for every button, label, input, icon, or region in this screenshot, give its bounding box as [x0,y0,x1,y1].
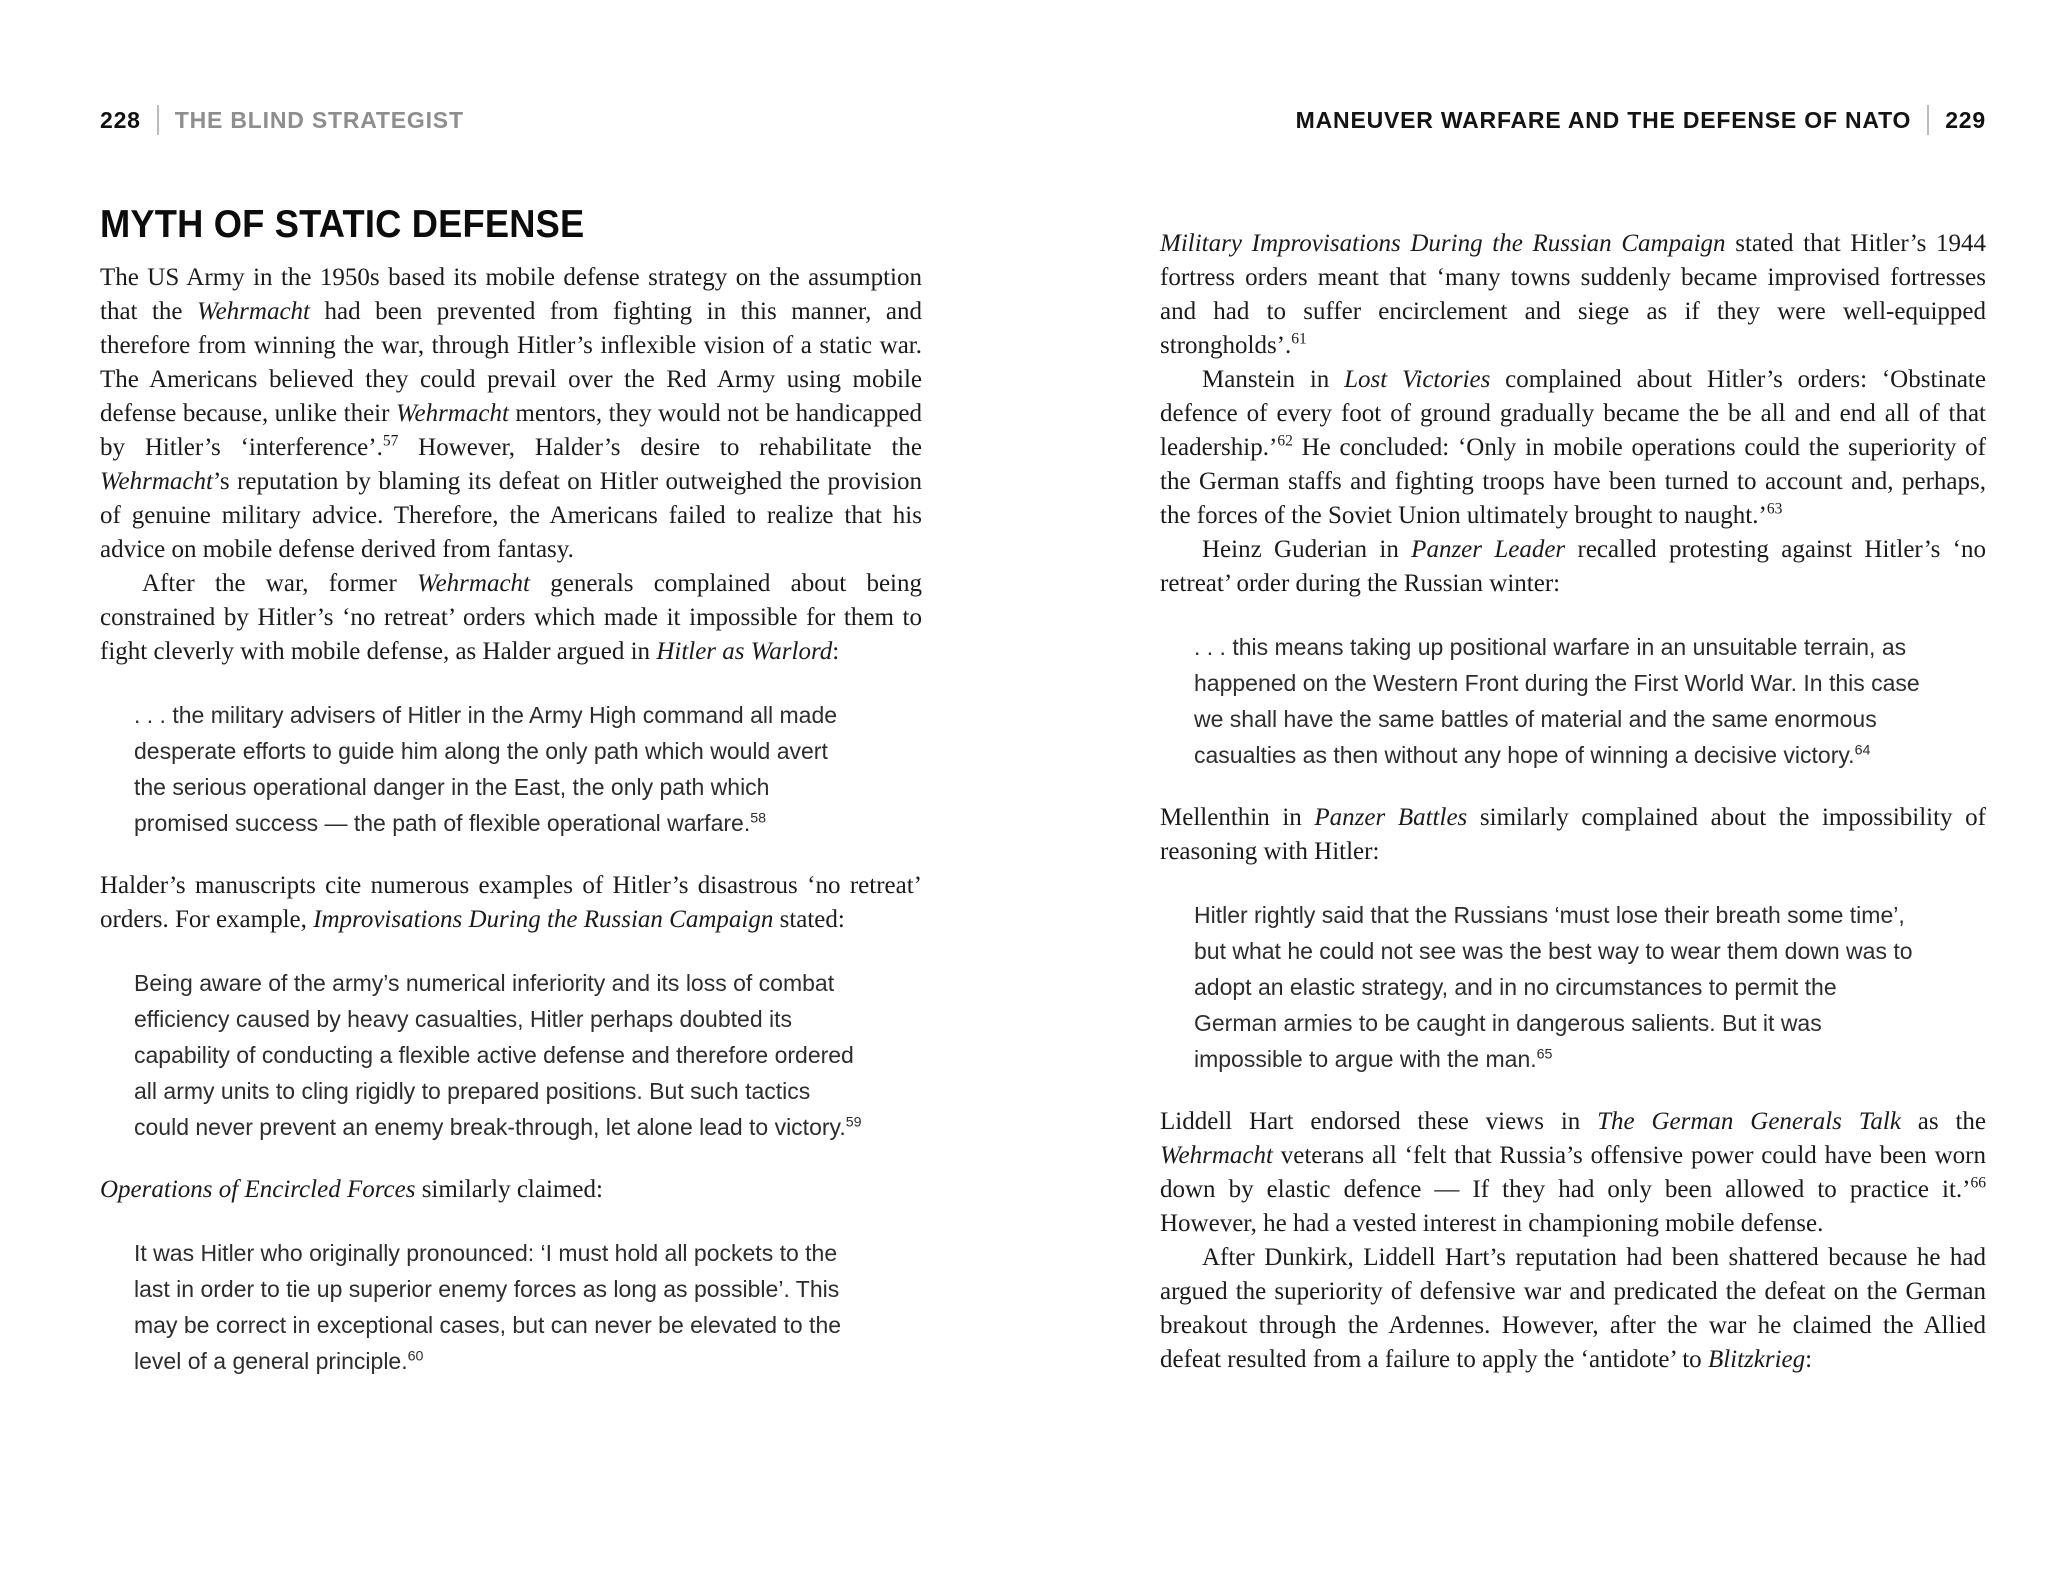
block-quote [1194,897,1926,1077]
text-run: Halder’s manuscripts cite numerous examples of Hitler’s disastrous ‘no retreat’ orders. For example, [100,872,922,933]
body-paragraph [100,567,922,669]
text-run: It was Hitler who originally pronounced: ‘I must hold all pockets to the last in order to tie up superior enemy forces as long as possible’. This may be correct in exceptional cases, but can never be elevated to the level of a general principle. [134,1240,842,1374]
footnote-reference: 59 [845,1114,862,1131]
text-run: veterans all ‘felt that Russia’s offensive power could have been worn down by elastic defence — If they had only been allowed to practice it.’ [1160,1142,1986,1203]
running-title-left: THE BLIND STRATEGIST [174,106,464,133]
block-quote [1194,629,1926,773]
italic-title: Improvisations During the Russian Campaign [313,906,774,933]
text-run: similarly complained about the impossibility of reasoning with Hitler: [1160,804,1986,865]
running-header-right [1160,105,1986,135]
footnote-reference: 61 [1291,330,1307,348]
text-run: stated that Hitler’s 1944 fortress orders meant that ‘many towns suddenly became improvised fortresses and had to suffer encirclement and siege as if they were well-equipped strongholds’. [1160,230,1986,359]
italic-title: Blitzkrieg [1707,1346,1806,1373]
italic-title: Hitler as Warlord [656,638,833,665]
right-page-body [1160,227,1986,1377]
italic-title: The German Generals Talk [1597,1108,1901,1135]
footnote-reference: 62 [1277,432,1293,450]
text-run: . . . the military advisers of Hitler in the Army High command all made desperate efforts to guide him along the only path which would avert the serious operational danger in the East, the only path which promised success — the path of flexible operational warfare. [134,702,838,836]
text-run: Being aware of the army’s numerical inferiority and its loss of combat efficiency caused by heavy casualties, Hitler perhaps doubted its capability of conducting a flexible active defense and therefore ordered all army units to cling rigidly to prepared positions. But such tactics could never prevent an enemy break-through, let alone lead to victory. [134,970,854,1140]
page-right [1160,105,1986,1377]
text-run: Heinz Guderian in [1202,536,1412,563]
body-paragraph [100,869,922,937]
footnote-reference: 60 [407,1348,424,1365]
italic-title: Wehrmacht [1160,1142,1273,1169]
text-run: . . . this means taking up positional warfare in an unsuitable terrain, as happened on the Western Front during the First World War. In this case we shall have the same battles of material and the same enormous casualties as then without any hope of winning a decisive victory. [1194,634,1920,768]
text-run: stated: [773,906,845,933]
text-run: After the war, former [142,570,418,597]
text-run: generals complained about being constrained by Hitler’s ‘no retreat’ orders which made it impossible for them to fight cleverly with mobile defense, as Halder argued in [100,570,923,665]
body-paragraph [1160,363,1986,533]
italic-title: Operations of Encircled Forces [100,1176,416,1203]
page-number-right: 229 [1945,106,1986,133]
running-header-left [100,105,922,135]
italic-title: Panzer Leader [1411,536,1566,563]
text-run: ’s reputation by blaming its defeat on Hitler outweighed the provision of genuine military advice. Therefore, the Americans failed to realize that his advice on mobile defense derived from fantasy. [100,468,922,563]
italic-title: Lost Victories [1344,366,1491,393]
text-run: similarly claimed: [415,1176,603,1203]
italic-title: Wehrmacht [417,570,530,597]
text-run: had been prevented from fighting in this manner, and therefore from winning the war, through Hitler’s inflexible vision of a static war. The Americans believed they could prevail over the Red Army using mobile defense because, unlike their [100,298,923,427]
body-paragraph [1160,1241,1986,1377]
body-paragraph [1160,801,1986,869]
text-run: recalled protesting against Hitler’s ‘no retreat’ order during the Russian winter: [1160,536,1986,597]
footnote-reference: 58 [750,810,767,827]
body-paragraph [100,1173,922,1207]
footnote-reference: 57 [382,432,399,450]
text-run: : [832,638,840,665]
block-quote [134,1235,862,1379]
italic-title: Wehrmacht [197,298,310,325]
italic-title: Panzer Battles [1314,804,1468,831]
header-divider-right [1927,105,1929,135]
text-run: complained about Hitler’s orders: ‘Obstinate defence of every foot of ground gradually became the be all and end all of that leadership.’ [1160,366,1986,461]
text-run: However, he had a vested interest in championing mobile defense. [1160,1210,1824,1237]
body-paragraph [1160,227,1986,363]
footnote-reference: 64 [1854,742,1871,759]
text-run: The US Army in the 1950s based its mobile defense strategy on the assumption that the [100,264,922,325]
footnote-reference: 63 [1766,500,1783,518]
footnote-reference: 66 [1970,1174,1986,1192]
text-run: He concluded: ‘Only in mobile operations could the superiority of the German staffs and fighting troops have been turned to account and, perhaps, the forces of the Soviet Union ultimately brought to naught.’ [1160,434,1986,529]
text-run: After Dunkirk, Liddell Hart’s reputation had been shattered because he had argued the superiority of defensive war and predicated the defeat on the German breakout through the Ardennes. However, after the war he claimed the Allied defeat resulted from a failure to apply the ‘antidote’ to [1160,1244,1986,1373]
left-page-body [100,261,922,1379]
block-quote [134,697,862,841]
body-paragraph [100,261,922,567]
text-run: However, Halder’s desire to rehabilitate the [398,434,922,461]
body-paragraph [1160,1105,1986,1241]
italic-title: Wehrmacht [100,468,213,495]
text-run: Mellenthin in [1160,804,1315,831]
text-run: Manstein in [1202,366,1345,393]
italic-title: Military Improvisations During the Russian Campaign [1160,230,1726,257]
page-number-left: 228 [100,106,141,133]
text-run: as the [1900,1108,1986,1135]
body-paragraph [1160,533,1986,601]
text-run: Liddell Hart endorsed these views in [1160,1108,1598,1135]
page-left [100,105,922,1407]
section-heading: MYTH OF STATIC DEFENSE [100,203,585,246]
text-run: : [1805,1346,1813,1373]
running-title-right: MANEUVER WARFARE AND THE DEFENSE OF NATO [1295,106,1912,133]
text-run: Hitler rightly said that the Russians ‘must lose their breath some time’, but what he could not see was the best way to wear them down was to adopt an elastic strategy, and in no circumstances to permit the German armies to be caught in dangerous salients. But it was impossible to argue with the man. [1194,902,1913,1072]
text-run: mentors, they would not be handicapped by Hitler’s ‘interference’. [100,400,922,461]
footnote-reference: 65 [1536,1046,1553,1063]
header-divider-left [157,105,159,135]
italic-title: Wehrmacht [395,400,509,427]
block-quote [134,965,862,1145]
